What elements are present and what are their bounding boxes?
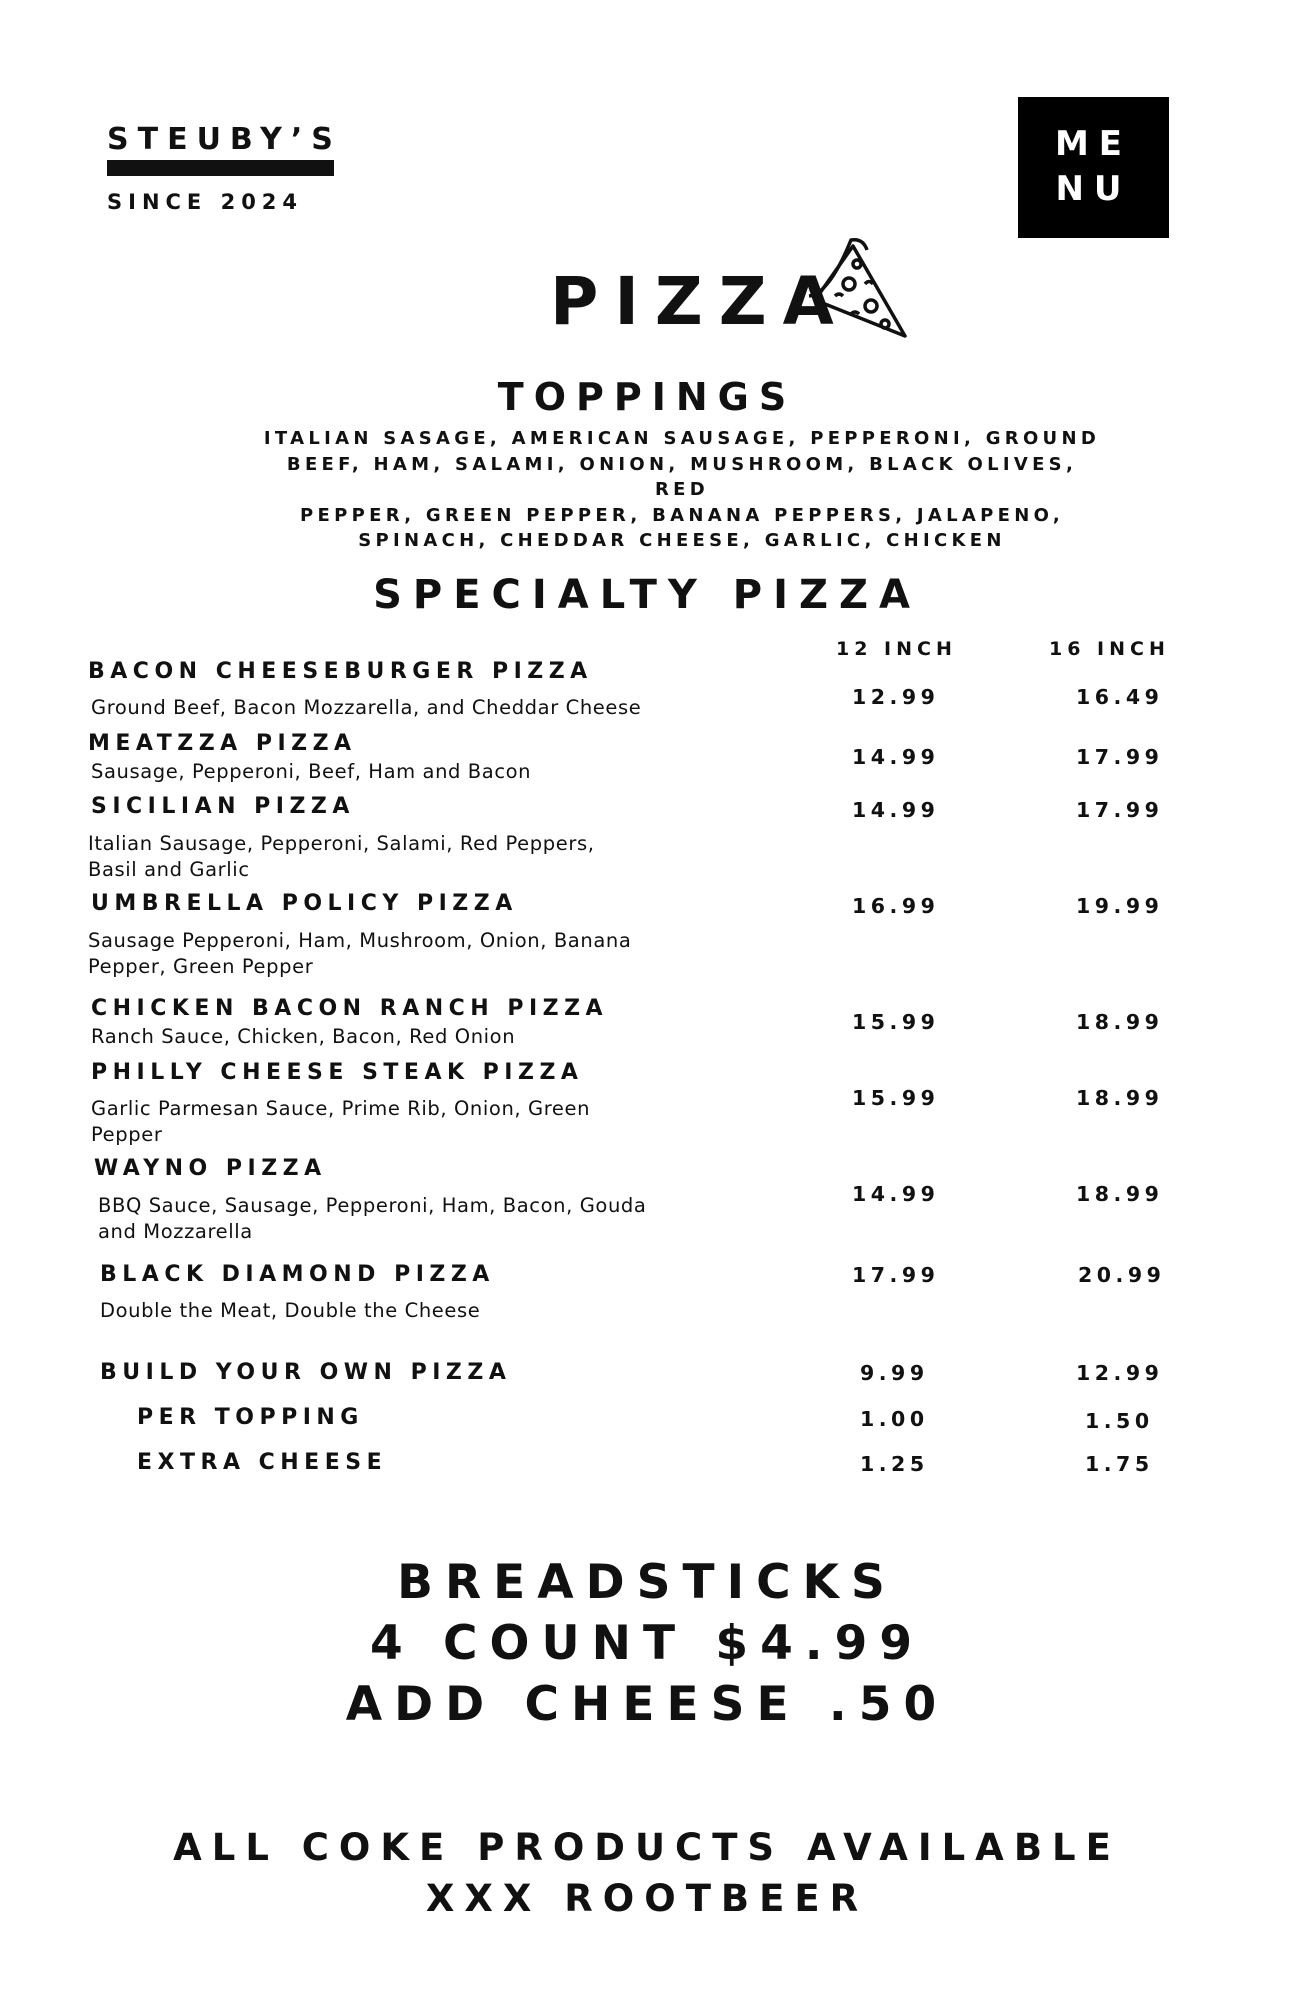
- menu-item-description: Ranch Sauce, Chicken, Bacon, Red Onion: [91, 1025, 516, 1048]
- price-16-inch: 18.99: [1076, 1086, 1164, 1110]
- price-12-inch: 16.99: [852, 894, 940, 918]
- menu-badge: [1018, 97, 1169, 238]
- breadsticks-price: 4 COUNT $4.99: [369, 1616, 925, 1671]
- extra-cheese-name: EXTRA CHEESE: [137, 1450, 388, 1475]
- menu-item-name: BACON CHEESEBURGER PIZZA: [88, 659, 593, 684]
- price-16-inch: 17.99: [1076, 798, 1164, 822]
- price-12-inch: 9.99: [860, 1361, 929, 1385]
- price-12-inch: 14.99: [852, 798, 940, 822]
- build-own-name: BUILD YOUR OWN PIZZA: [100, 1360, 512, 1385]
- menu-item-description: Sausage Pepperoni, Ham, Mushroom, Onion, Banana Pepper, Green Pepper: [88, 929, 632, 978]
- price-12-inch: 12.99: [852, 685, 940, 709]
- price-16-inch: 18.99: [1076, 1010, 1164, 1034]
- menu-item-name: UMBRELLA POLICY PIZZA: [91, 891, 518, 916]
- price-16-inch: 17.99: [1076, 745, 1164, 769]
- toppings-line: SPINACH, CHEDDAR CHEESE, GARLIC, CHICKEN: [358, 530, 1006, 551]
- menu-item-description: Ground Beef, Bacon Mozzarella, and Cheddar Cheese: [91, 696, 642, 719]
- brand-underline: [107, 160, 334, 176]
- menu-item-name: BLACK DIAMOND PIZZA: [100, 1262, 495, 1287]
- menu-item-name: SICILIAN PIZZA: [91, 794, 355, 819]
- toppings-heading: TOPPINGS: [497, 375, 797, 419]
- toppings-list: [262, 426, 1102, 554]
- price-12-inch: 14.99: [852, 745, 940, 769]
- price-12-inch: 1.25: [860, 1452, 929, 1476]
- breadsticks-add-cheese: ADD CHEESE .50: [345, 1677, 949, 1732]
- brand-name: STEUBY’S: [107, 122, 342, 157]
- toppings-line: PEPPER, GREEN PEPPER, BANANA PEPPERS, JALAPENO,: [300, 504, 1064, 526]
- menu-item-name: MEATZZA PIZZA: [88, 731, 357, 756]
- price-16-inch: 18.99: [1076, 1182, 1164, 1206]
- menu-badge-line2: NU: [1055, 169, 1132, 209]
- menu-item-description: Italian Sausage, Pepperoni, Salami, Red Peppers, Basil and Garlic: [88, 832, 595, 881]
- price-16-inch: 1.75: [1085, 1452, 1154, 1476]
- column-header-16-inch: 16 INCH: [1049, 638, 1170, 660]
- menu-item-name: WAYNO PIZZA: [94, 1156, 327, 1181]
- menu-item-description: Garlic Parmesan Sauce, Prime Rib, Onion, Green Pepper: [91, 1097, 591, 1146]
- menu-badge-line1: ME: [1054, 124, 1133, 164]
- menu-item-name: CHICKEN BACON RANCH PIZZA: [91, 996, 609, 1021]
- price-12-inch: 1.00: [860, 1407, 929, 1431]
- toppings-line: BEEF, HAM, SALAMI, ONION, MUSHROOM, BLACK OLIVES, RED: [286, 453, 1078, 500]
- price-12-inch: 17.99: [852, 1263, 940, 1287]
- column-header-12-inch: 12 INCH: [836, 638, 957, 660]
- price-16-inch: 20.99: [1078, 1263, 1166, 1287]
- price-16-inch: 12.99: [1076, 1361, 1164, 1385]
- toppings-line: ITALIAN SASAGE, AMERICAN SAUSAGE, PEPPERONI, GROUND: [263, 428, 1101, 449]
- pizza-slice-icon: [805, 236, 911, 346]
- menu-item-description: Sausage, Pepperoni, Beef, Ham and Bacon: [91, 760, 532, 783]
- price-16-inch: 19.99: [1076, 894, 1164, 918]
- since-text: SINCE 2024: [107, 190, 304, 214]
- price-16-inch: 1.50: [1085, 1409, 1154, 1433]
- specialty-heading: SPECIALTY PIZZA: [373, 572, 921, 618]
- menu-item-description: BBQ Sauce, Sausage, Pepperoni, Ham, Bacon, Gouda and Mozzarella: [98, 1194, 647, 1243]
- per-topping-name: PER TOPPING: [137, 1405, 364, 1430]
- menu-item-description: Double the Meat, Double the Cheese: [100, 1299, 481, 1322]
- price-12-inch: 15.99: [852, 1010, 940, 1034]
- price-16-inch: 16.49: [1076, 685, 1164, 709]
- breadsticks-heading: BREADSTICKS: [397, 1555, 897, 1610]
- menu-item-name: PHILLY CHEESE STEAK PIZZA: [91, 1060, 584, 1085]
- drinks-coke: ALL COKE PRODUCTS AVAILABLE: [173, 1826, 1121, 1869]
- price-12-inch: 15.99: [852, 1086, 940, 1110]
- drinks-rootbeer: XXX ROOTBEER: [425, 1877, 869, 1920]
- price-12-inch: 14.99: [852, 1182, 940, 1206]
- page-title: PIZZA: [550, 263, 850, 340]
